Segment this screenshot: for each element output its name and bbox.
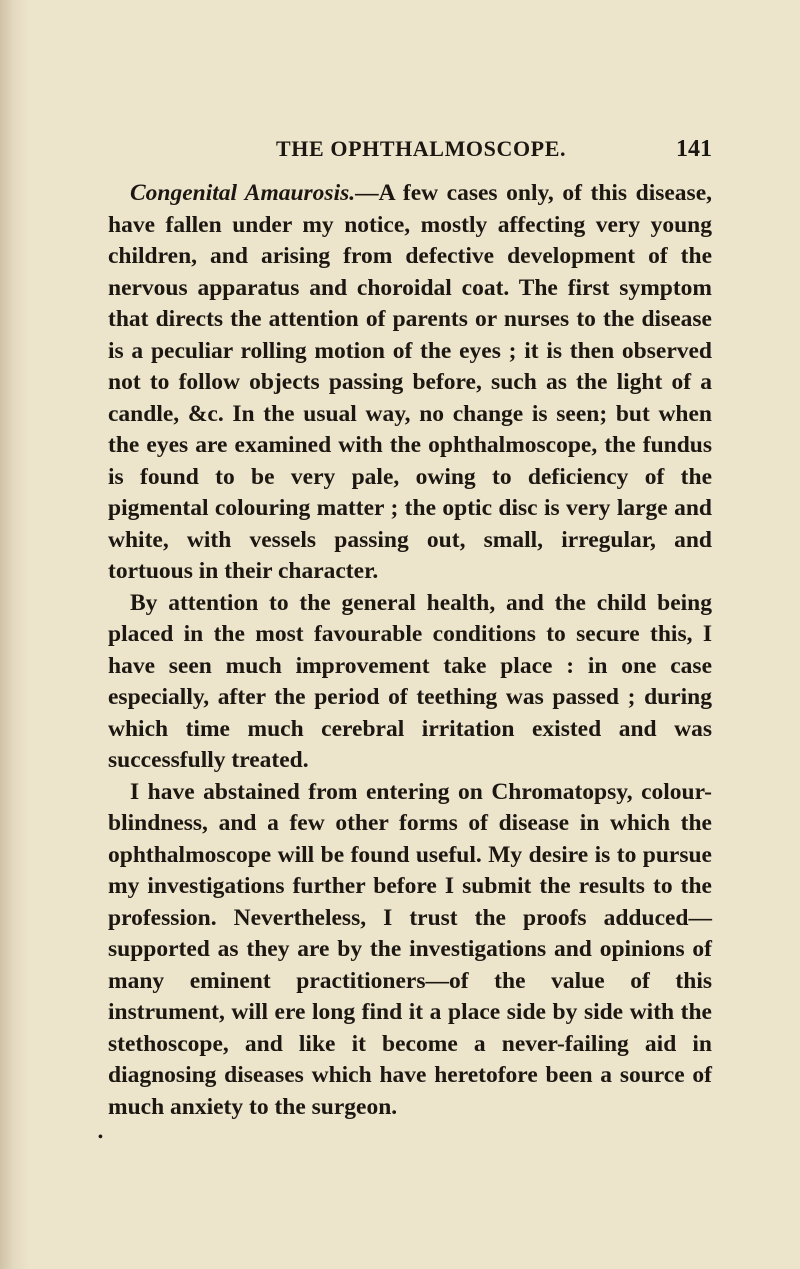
page-number: 141 [676,136,712,162]
running-title: THE OPHTHALMOSCOPE. [276,136,567,161]
paragraph-congenital-amaurosis [108,178,712,588]
running-head [108,134,712,164]
paragraph-conclusion: I have abstained from entering on Chromatopsy, colour-blindness, and a few other forms of disease in which the ophthalmoscope will be found useful. My desire is to pursue my investigations further before I submit the results to the profession. Nevertheless, I trust the proofs adduced—supported as they are by the investigations and opinions of many eminent practitioners—of the value of this instrument, will ere long find it a place side by side with the stethoscope, and like it become a never-failing aid in diagnosing diseases which have heretofore been a source of much anxiety to the surgeon. [108,778,712,1120]
paragraph-treatment: By attention to the general health, and the child being placed in the most favourable conditions to secure this, I have seen much improvement take place : in one case especially, after the period of teething was passed ; during which time much cerebral irritation existed and was successfully treated. [108,589,712,773]
stray-ink-mark: • [98,1130,103,1145]
body-text [108,178,712,1123]
paragraph-text: —A few cases only, of this disease, have fallen under my notice, mostly affecting very young children, and arising from defective development of the nervous apparatus and choroidal coat. The first symptom that directs the attention of parents or nurses to the disease is a peculiar rolling motion of the eyes ; it is then observed not to follow objects passing before, such as the light of a candle, &c. In the usual way, no change is seen; but when the eyes are examined with the ophthalmoscope, the fundus is found to be very pale, owing to deficiency of the pigmental colouring matter ; the optic disc is very large and white, with vessels passing out, small, irregular, and tortuous in their character. [108,180,713,584]
section-lead-in: Congenital Amaurosis. [130,180,356,206]
